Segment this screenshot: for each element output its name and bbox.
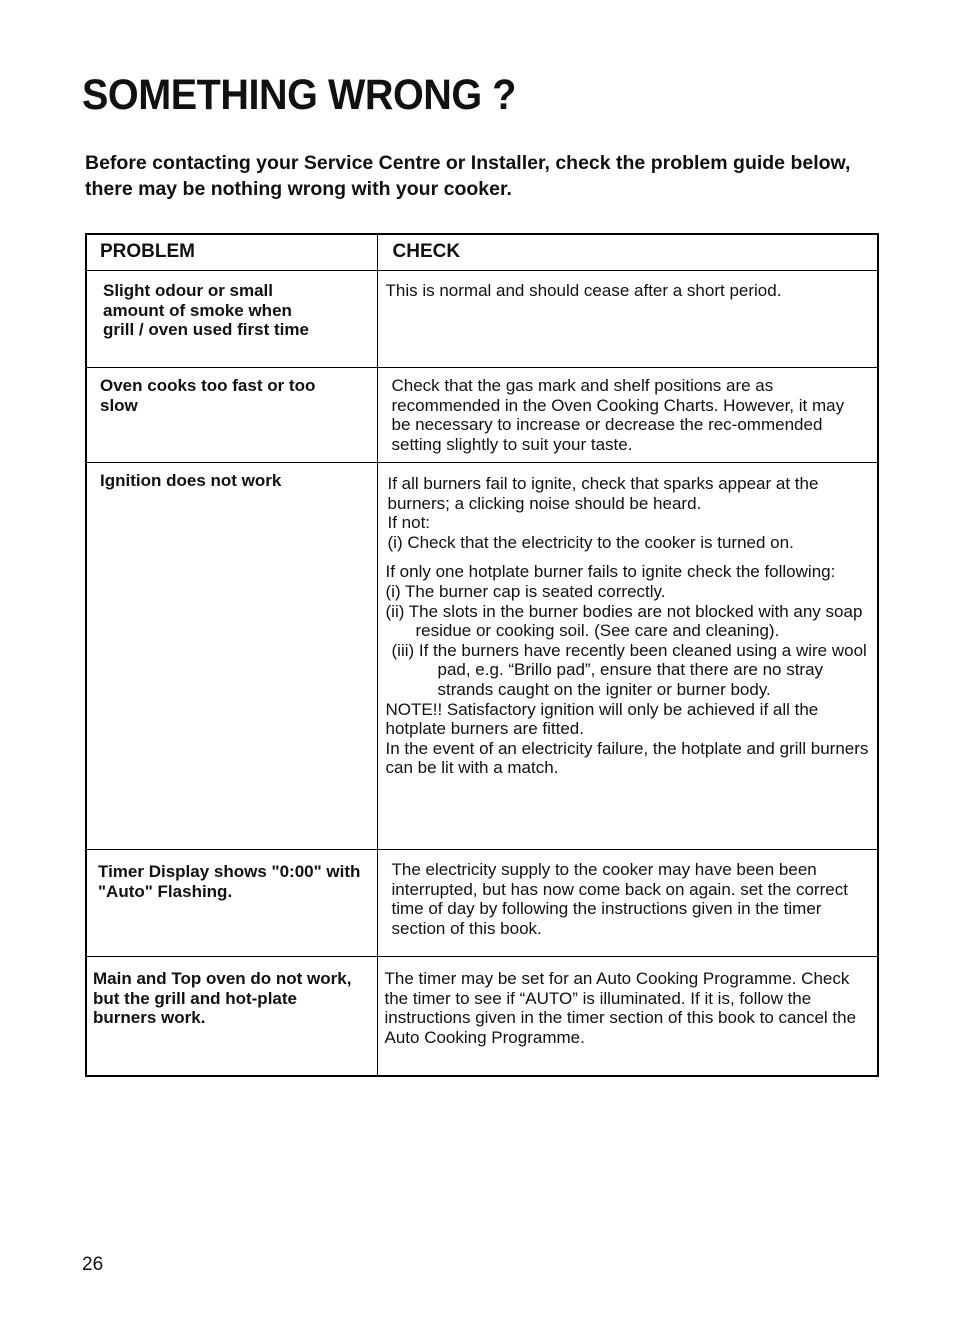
problem-text: Timer Display shows "0:00" with "Auto" Flashing. xyxy=(98,862,361,901)
check-cell xyxy=(377,850,878,957)
check-cell xyxy=(377,463,878,850)
problem-cell xyxy=(86,463,377,850)
check-text: (i) Check that the electricity to the cooker is turned on. xyxy=(387,532,794,552)
check-text: If only one hotplate burner fails to ignite check the following: xyxy=(385,562,836,582)
check-header-label: CHECK xyxy=(392,241,461,262)
check-cell xyxy=(377,271,878,368)
problem-text: Main and Top oven do not work, but the grill and hot-plate burners work. xyxy=(93,969,352,1028)
problem-column-header xyxy=(86,234,377,271)
check-text: The electricity supply to the cooker may have been been interrupted, but has now come back on again. set the correct time of day by following the instructions given in the timer section of this book. xyxy=(391,860,848,938)
problem-text: Ignition does not work xyxy=(100,471,282,490)
problem-text: Slight odour or small amount of smoke when grill / oven used first time xyxy=(103,281,309,340)
problem-cell xyxy=(86,957,377,1076)
problem-guide-table xyxy=(85,233,879,1077)
problem-text: Oven cooks too fast or too slow xyxy=(100,376,316,415)
check-cell xyxy=(377,368,878,463)
check-text: If all burners fail to ignite, check that sparks appear at the burners; a clicking noise should be heard. xyxy=(387,474,819,513)
table-row xyxy=(86,368,878,463)
check-cell xyxy=(377,957,878,1076)
table-row xyxy=(86,957,878,1076)
table-row xyxy=(86,850,878,957)
intro-text: Before contacting your Service Centre or Installer, check the problem guide below, there may be nothing wrong with your cooker. xyxy=(85,152,851,200)
check-list-item: (ii) The slots in the burner bodies are not blocked with any soap residue or cooking soil. (See care and cleaning). xyxy=(385,601,863,641)
check-text: The timer may be set for an Auto Cooking Programme. Check the timer to see if “AUTO” is illuminated. If it is, follow the instructions given in the timer section of this book to cancel the Auto Cooking Programme. xyxy=(384,969,857,1047)
page-title: SOMETHING WRONG ? xyxy=(82,71,516,119)
check-list-item: (i) The burner cap is seated correctly. xyxy=(385,581,666,601)
check-text: This is normal and should cease after a short period. xyxy=(385,281,782,300)
problem-header-label: PROBLEM xyxy=(100,241,195,262)
problem-cell xyxy=(86,368,377,463)
table-header-row xyxy=(86,234,878,271)
check-list-item: (iii) If the burners have recently been cleaned using a wire wool pad, e.g. “Brillo pad”, ensure that there are no stray strands caught on the igniter or burner body. xyxy=(391,640,867,699)
table-row xyxy=(86,271,878,368)
table-row xyxy=(86,463,878,850)
check-text: If not: xyxy=(387,513,431,533)
problem-cell xyxy=(86,850,377,957)
check-text: In the event of an electricity failure, the hotplate and grill burners can be lit with a match. xyxy=(385,738,869,778)
problem-cell xyxy=(86,271,377,368)
check-text: Check that the gas mark and shelf positions are as recommended in the Oven Cooking Charts. However, it may be necessary to increase or decrease the rec-ommended setting slightly to suit your taste. xyxy=(391,376,845,454)
check-column-header xyxy=(377,234,878,271)
page-number: 26 xyxy=(82,1254,104,1275)
check-text: NOTE!! Satisfactory ignition will only be achieved if all the hotplate burners are fitted. xyxy=(385,699,819,739)
